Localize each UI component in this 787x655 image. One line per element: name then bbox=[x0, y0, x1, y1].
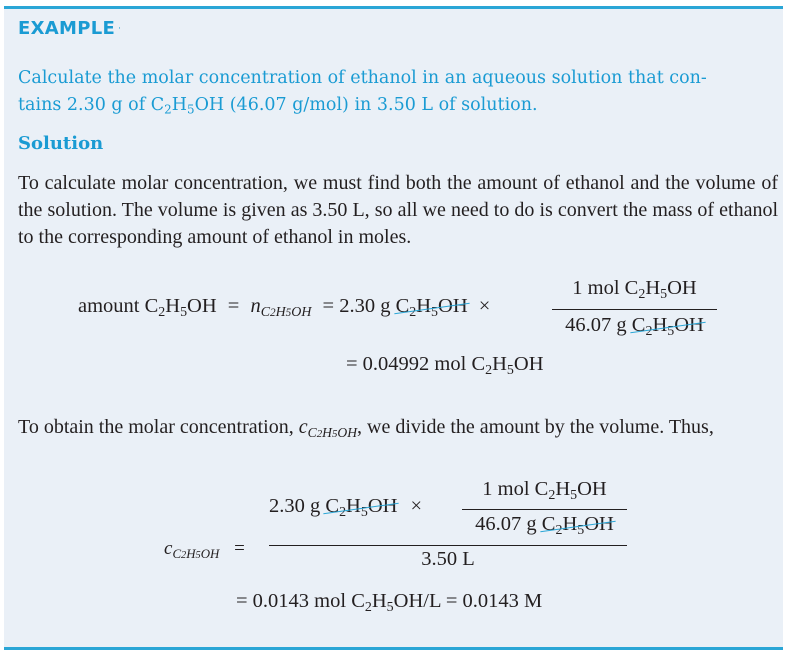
example-header bbox=[18, 18, 121, 39]
example-label: EXAMPLE bbox=[18, 18, 116, 39]
equation-1-numerator: 1 mol $C_2H_5OH$ bbox=[572, 277, 697, 302]
equation-2-inner-numerator: 1 mol $C_2H_5OH$ bbox=[482, 478, 607, 503]
equation-1-denominator: 46.07 g $C_2H_5OH$ bbox=[565, 314, 704, 339]
cancel-ethanol-mass: $C_2H_5OH$ bbox=[395, 295, 468, 320]
equation-2-inner-fraction-bar bbox=[462, 509, 627, 510]
solution-heading: Solution bbox=[18, 133, 104, 154]
solution-paragraph-1: To calculate molar concentration, we must find both the amount of ethanol and the volume of the solution. The volume is given as 3.50 L, so all we need to do is convert the mass of ethanol to the corresponding amount of ethanol in moles. bbox=[18, 172, 778, 248]
solution-paragraph-2: To obtain the molar concentration, $c_{C2H5OH}$, we divide the amount by the volume. Thus, bbox=[18, 416, 714, 440]
equation-1-fraction-bar bbox=[552, 309, 717, 310]
equation-1-lhs: amount $C_2H_5OH = n_{C2H5OH} = 2.30$ g $C_2H_5OH$ × bbox=[78, 295, 491, 320]
problem-statement: Calculate the molar concentration of ethanol in an aqueous solution that con- tains 2.30 g of $C_2H_5OH$ (46.07 g/mol) in 3.50 L of solution. bbox=[18, 68, 707, 117]
equation-2-denominator: 3.50 L bbox=[421, 548, 475, 570]
equation-2-numerator: 2.30 g $C_2H_5OH$ × bbox=[269, 495, 423, 520]
example-box bbox=[4, 6, 783, 650]
equation-2-inner-denominator: 46.07 g $C_2H_5OH$ bbox=[475, 513, 614, 538]
equation-2-lhs: $c_{C2H5OH}$ = bbox=[164, 538, 245, 561]
header-mark: · bbox=[118, 24, 122, 34]
equation-2-result: = 0.0143 mol $C_2H_5OH/L = 0.0143$ M bbox=[236, 590, 543, 615]
equation-2-main-fraction-bar bbox=[269, 545, 627, 546]
equation-1-result: = 0.04992 mol $C_2H_5OH$ bbox=[346, 353, 544, 378]
